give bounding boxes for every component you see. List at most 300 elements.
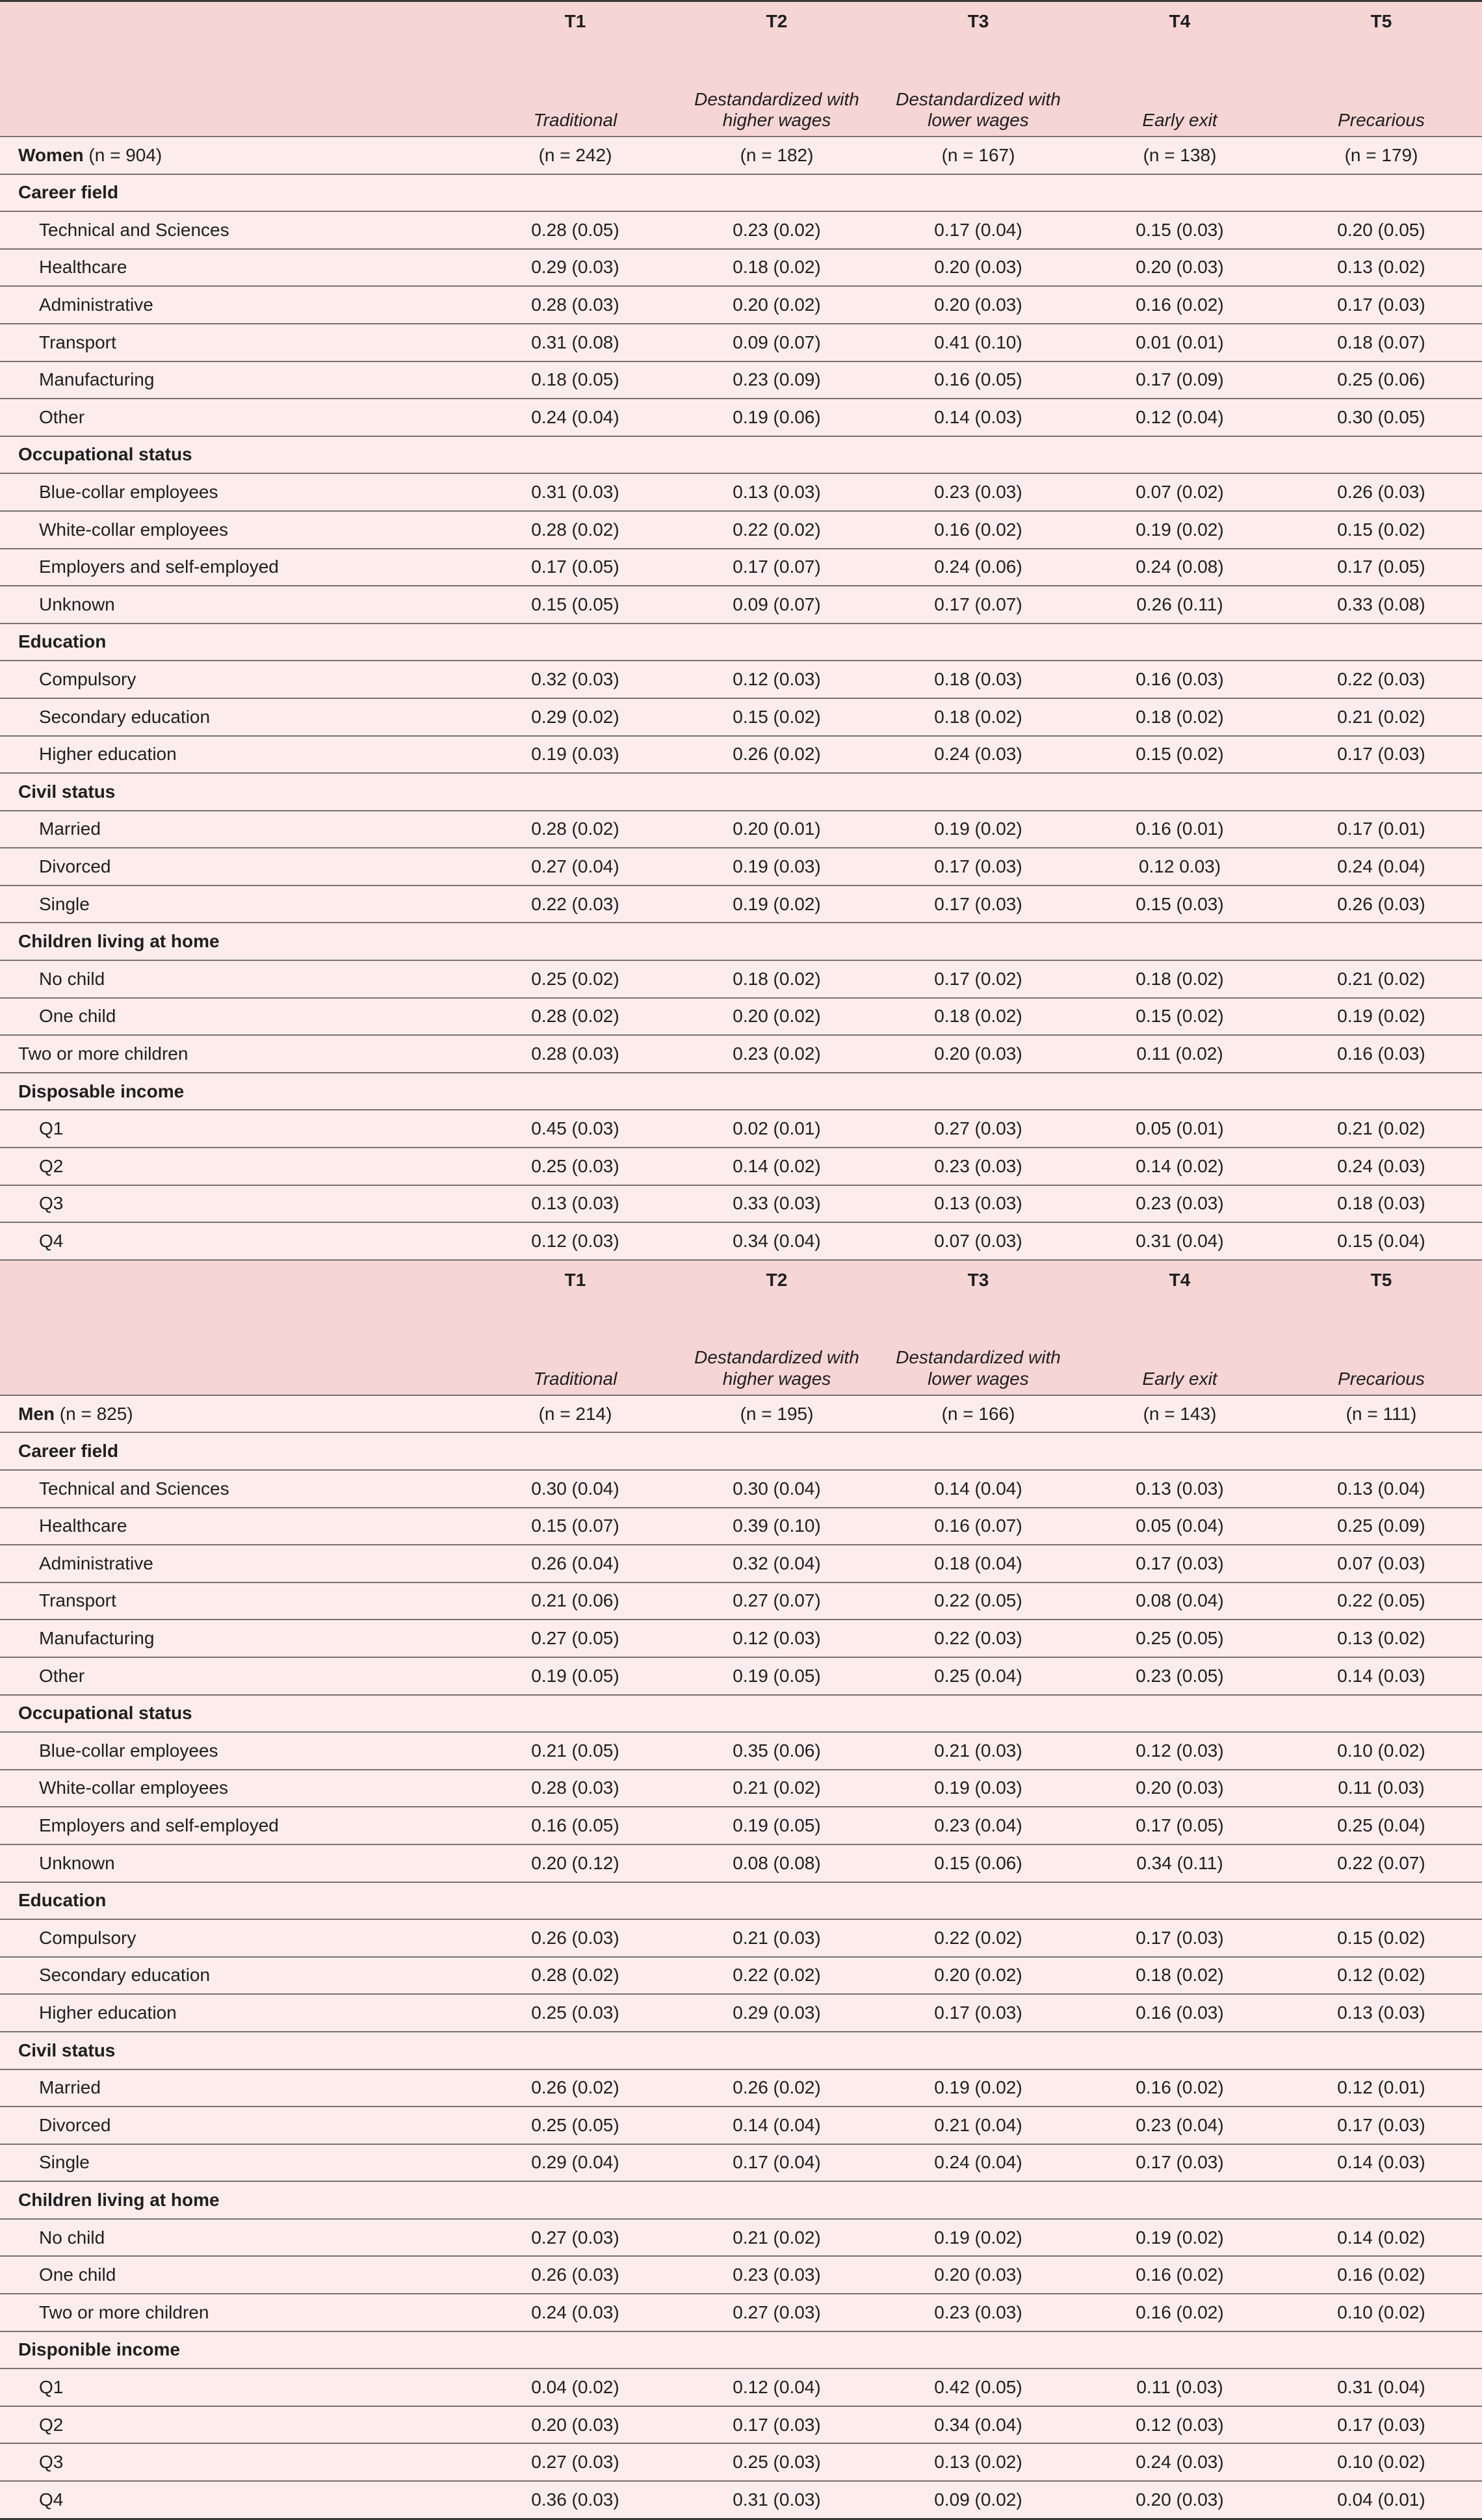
type-name-header: Destandardized with lower wages [878, 62, 1079, 137]
row-label: Healthcare [0, 249, 474, 287]
table-row [0, 1807, 1482, 1844]
value-cell: 0.20 (0.12) [474, 1844, 676, 1882]
row-label: Q3 [0, 2443, 474, 2481]
value-cell: 0.19 (0.02) [878, 2219, 1079, 2257]
type-n-cell: (n = 143) [1079, 1395, 1280, 1433]
value-cell: 0.16 (0.03) [1079, 1994, 1280, 2032]
table-row [0, 1470, 1482, 1508]
value-cell: 0.23 (0.02) [676, 211, 878, 249]
value-cell: 0.08 (0.08) [676, 1844, 878, 1882]
value-cell: 0.20 (0.01) [676, 811, 878, 848]
value-cell: 0.20 (0.03) [878, 249, 1079, 287]
value-cell: 0.16 (0.05) [878, 361, 1079, 399]
value-cell: 0.17 (0.03) [878, 886, 1079, 923]
value-cell: 0.34 (0.04) [676, 1222, 878, 1260]
value-cell: 0.19 (0.02) [1280, 998, 1482, 1036]
value-cell: 0.17 (0.03) [878, 848, 1079, 886]
section-title: Children living at home [0, 923, 1482, 960]
row-label: Married [0, 811, 474, 848]
row-label: Single [0, 886, 474, 923]
value-cell: 0.20 (0.02) [676, 998, 878, 1036]
value-cell: 0.35 (0.06) [676, 1732, 878, 1770]
value-cell: 0.33 (0.03) [676, 1185, 878, 1223]
value-cell: 0.32 (0.04) [676, 1545, 878, 1582]
table-row [0, 2069, 1482, 2107]
row-label: Unknown [0, 586, 474, 623]
value-cell: 0.18 (0.02) [878, 698, 1079, 736]
row-label: Compulsory [0, 661, 474, 698]
header-blank-cell [0, 62, 474, 137]
group-label: Men [18, 1403, 55, 1424]
value-cell: 0.29 (0.03) [676, 1994, 878, 2032]
value-cell: 0.33 (0.08) [1280, 586, 1482, 623]
table-row [0, 2256, 1482, 2294]
value-cell: 0.23 (0.03) [878, 473, 1079, 511]
value-cell: 0.22 (0.03) [878, 1620, 1079, 1657]
value-cell: 0.27 (0.03) [676, 2294, 878, 2331]
value-cell: 0.29 (0.03) [474, 249, 676, 287]
value-cell: 0.17 (0.01) [1280, 811, 1482, 848]
value-cell: 0.18 (0.02) [1079, 698, 1280, 736]
section-title: Occupational status [0, 1695, 1482, 1733]
value-cell: 0.13 (0.02) [878, 2443, 1079, 2481]
value-cell: 0.16 (0.05) [474, 1807, 676, 1844]
value-cell: 0.15 (0.05) [474, 586, 676, 623]
value-cell: 0.42 (0.05) [878, 2369, 1079, 2406]
row-label: Secondary education [0, 1957, 474, 1995]
value-cell: 0.21 (0.02) [676, 1770, 878, 1807]
type-name-header: Precarious [1280, 62, 1482, 137]
value-cell: 0.26 (0.02) [474, 2069, 676, 2107]
value-cell: 0.28 (0.02) [474, 1957, 676, 1995]
value-cell: 0.16 (0.02) [878, 511, 1079, 549]
table-row [0, 361, 1482, 399]
row-label: Technical and Sciences [0, 211, 474, 249]
value-cell: 0.18 (0.05) [474, 361, 676, 399]
value-cell: 0.17 (0.04) [676, 2144, 878, 2182]
type-name-header: Destandardized with lower wages [878, 1320, 1079, 1395]
value-cell: 0.14 (0.03) [878, 399, 1079, 436]
value-cell: 0.16 (0.07) [878, 1508, 1079, 1545]
table-row [0, 1035, 1482, 1073]
section-header-row [0, 1073, 1482, 1110]
group-label: Women [18, 144, 84, 165]
value-cell: 0.20 (0.03) [1079, 2481, 1280, 2519]
table-row [0, 736, 1482, 774]
row-label: Other [0, 399, 474, 436]
value-cell: 0.05 (0.01) [1079, 1110, 1280, 1148]
value-cell: 0.29 (0.04) [474, 2144, 676, 2182]
row-label: Q4 [0, 2481, 474, 2519]
value-cell: 0.12 (0.02) [1280, 1957, 1482, 1995]
section-header-row [0, 2181, 1482, 2219]
type-code-header: T2 [676, 1, 878, 62]
value-cell: 0.20 (0.03) [878, 1035, 1079, 1073]
value-cell: 0.19 (0.03) [474, 736, 676, 774]
table-row [0, 1957, 1482, 1995]
value-cell: 0.02 (0.01) [676, 1110, 878, 1148]
type-n-cell: (n = 166) [878, 1395, 1079, 1433]
value-cell: 0.24 (0.08) [1079, 549, 1280, 586]
table-row [0, 511, 1482, 549]
value-cell: 0.15 (0.06) [878, 1844, 1079, 1882]
value-cell: 0.27 (0.03) [878, 1110, 1079, 1148]
table-row [0, 2406, 1482, 2444]
value-cell: 0.25 (0.03) [474, 1994, 676, 2032]
value-cell: 0.20 (0.05) [1280, 211, 1482, 249]
value-cell: 0.26 (0.03) [1280, 886, 1482, 923]
value-cell: 0.25 (0.06) [1280, 361, 1482, 399]
value-cell: 0.07 (0.03) [1280, 1545, 1482, 1582]
table-row [0, 211, 1482, 249]
value-cell: 0.13 (0.03) [474, 1185, 676, 1223]
row-label: Manufacturing [0, 361, 474, 399]
value-cell: 0.18 (0.07) [1280, 324, 1482, 361]
value-cell: 0.24 (0.03) [878, 736, 1079, 774]
row-label: Manufacturing [0, 1620, 474, 1657]
value-cell: 0.26 (0.04) [474, 1545, 676, 1582]
value-cell: 0.14 (0.02) [1280, 2219, 1482, 2257]
value-cell: 0.23 (0.05) [1079, 1657, 1280, 1695]
value-cell: 0.10 (0.02) [1280, 2443, 1482, 2481]
value-cell: 0.25 (0.03) [676, 2443, 878, 2481]
row-label: White-collar employees [0, 1770, 474, 1807]
value-cell: 0.18 (0.03) [1280, 1185, 1482, 1223]
table-row [0, 2294, 1482, 2331]
value-cell: 0.23 (0.03) [676, 2256, 878, 2294]
value-cell: 0.17 (0.03) [1280, 736, 1482, 774]
row-label: Other [0, 1657, 474, 1695]
value-cell: 0.45 (0.03) [474, 1110, 676, 1148]
type-name-header: Early exit [1079, 62, 1280, 137]
type-code-header: T1 [474, 1, 676, 62]
table-row [0, 324, 1482, 361]
type-code-header: T3 [878, 1, 1079, 62]
table-row [0, 848, 1482, 886]
table-row [0, 1844, 1482, 1882]
value-cell: 0.17 (0.03) [676, 2406, 878, 2444]
value-cell: 0.15 (0.02) [1280, 511, 1482, 549]
men-group-row [0, 1395, 1482, 1433]
women-group-row [0, 137, 1482, 174]
value-cell: 0.14 (0.02) [1079, 1148, 1280, 1185]
value-cell: 0.28 (0.03) [474, 1035, 676, 1073]
value-cell: 0.12 (0.03) [474, 1222, 676, 1260]
type-n-cell: (n = 179) [1280, 137, 1482, 174]
value-cell: 0.01 (0.01) [1079, 324, 1280, 361]
value-cell: 0.21 (0.02) [676, 2219, 878, 2257]
section-title: Civil status [0, 773, 1482, 811]
value-cell: 0.12 (0.03) [676, 1620, 878, 1657]
table-row [0, 960, 1482, 998]
table-row [0, 1222, 1482, 1260]
value-cell: 0.27 (0.03) [474, 2443, 676, 2481]
value-cell: 0.12 (0.03) [1079, 1732, 1280, 1770]
type-name-header-row [0, 62, 1482, 137]
value-cell: 0.23 (0.09) [676, 361, 878, 399]
row-label: Blue-collar employees [0, 473, 474, 511]
value-cell: 0.16 (0.02) [1280, 2256, 1482, 2294]
value-cell: 0.34 (0.04) [878, 2406, 1079, 2444]
value-cell: 0.13 (0.03) [878, 1185, 1079, 1223]
value-cell: 0.24 (0.06) [878, 549, 1079, 586]
value-cell: 0.25 (0.05) [1079, 1620, 1280, 1657]
value-cell: 0.23 (0.03) [878, 2294, 1079, 2331]
table-row [0, 2369, 1482, 2406]
value-cell: 0.21 (0.02) [1280, 960, 1482, 998]
value-cell: 0.23 (0.02) [676, 1035, 878, 1073]
type-name-header: Early exit [1079, 1320, 1280, 1395]
value-cell: 0.21 (0.05) [474, 1732, 676, 1770]
row-label: Blue-collar employees [0, 1732, 474, 1770]
value-cell: 0.19 (0.05) [676, 1657, 878, 1695]
value-cell: 0.15 (0.03) [1079, 211, 1280, 249]
value-cell: 0.22 (0.02) [878, 1919, 1079, 1957]
value-cell: 0.19 (0.02) [1079, 2219, 1280, 2257]
value-cell: 0.25 (0.04) [1280, 1807, 1482, 1844]
value-cell: 0.27 (0.07) [676, 1582, 878, 1620]
value-cell: 0.26 (0.02) [676, 736, 878, 774]
header-blank-cell [0, 1320, 474, 1395]
value-cell: 0.20 (0.02) [676, 286, 878, 324]
row-label: Q1 [0, 2369, 474, 2406]
value-cell: 0.22 (0.03) [474, 886, 676, 923]
value-cell: 0.20 (0.03) [878, 286, 1079, 324]
value-cell: 0.23 (0.04) [878, 1807, 1079, 1844]
value-cell: 0.36 (0.03) [474, 2481, 676, 2519]
value-cell: 0.12 0.03) [1079, 848, 1280, 886]
value-cell: 0.16 (0.02) [1079, 286, 1280, 324]
value-cell: 0.15 (0.04) [1280, 1222, 1482, 1260]
value-cell: 0.27 (0.05) [474, 1620, 676, 1657]
value-cell: 0.31 (0.04) [1079, 1222, 1280, 1260]
table-row [0, 2443, 1482, 2481]
row-label: Employers and self-employed [0, 549, 474, 586]
row-label: White-collar employees [0, 511, 474, 549]
value-cell: 0.21 (0.02) [1280, 698, 1482, 736]
value-cell: 0.22 (0.02) [676, 1957, 878, 1995]
value-cell: 0.11 (0.03) [1079, 2369, 1280, 2406]
value-cell: 0.22 (0.02) [676, 511, 878, 549]
value-cell: 0.15 (0.02) [1079, 998, 1280, 1036]
row-label: Healthcare [0, 1508, 474, 1545]
value-cell: 0.17 (0.02) [878, 960, 1079, 998]
table-row [0, 886, 1482, 923]
value-cell: 0.25 (0.09) [1280, 1508, 1482, 1545]
value-cell: 0.27 (0.03) [474, 2219, 676, 2257]
value-cell: 0.13 (0.03) [676, 473, 878, 511]
section-header-row [0, 1695, 1482, 1733]
value-cell: 0.17 (0.03) [1280, 2406, 1482, 2444]
value-cell: 0.08 (0.04) [1079, 1582, 1280, 1620]
value-cell: 0.19 (0.05) [676, 1807, 878, 1844]
table-row [0, 249, 1482, 287]
value-cell: 0.28 (0.03) [474, 286, 676, 324]
value-cell: 0.12 (0.01) [1280, 2069, 1482, 2107]
value-cell: 0.18 (0.04) [878, 1545, 1079, 1582]
value-cell: 0.11 (0.02) [1079, 1035, 1280, 1073]
table-row [0, 1110, 1482, 1148]
row-label: Q2 [0, 1148, 474, 1185]
table-row [0, 1732, 1482, 1770]
row-label: Two or more children [0, 1035, 474, 1073]
value-cell: 0.26 (0.03) [474, 2256, 676, 2294]
value-cell: 0.17 (0.07) [676, 549, 878, 586]
value-cell: 0.15 (0.02) [1079, 736, 1280, 774]
value-cell: 0.21 (0.02) [1280, 1110, 1482, 1148]
group-n-label: (n = 904) [88, 144, 162, 165]
section-header-row [0, 436, 1482, 474]
value-cell: 0.14 (0.04) [676, 2107, 878, 2144]
value-cell: 0.20 (0.03) [474, 2406, 676, 2444]
value-cell: 0.22 (0.07) [1280, 1844, 1482, 1882]
value-cell: 0.07 (0.02) [1079, 473, 1280, 511]
value-cell: 0.17 (0.03) [1079, 1545, 1280, 1582]
value-cell: 0.25 (0.02) [474, 960, 676, 998]
table-row [0, 998, 1482, 1036]
value-cell: 0.22 (0.05) [878, 1582, 1079, 1620]
table-row [0, 1185, 1482, 1223]
section-header-row [0, 174, 1482, 212]
section-title: Civil status [0, 2032, 1482, 2069]
table-row [0, 1508, 1482, 1545]
type-n-cell: (n = 195) [676, 1395, 878, 1433]
value-cell: 0.10 (0.02) [1280, 2294, 1482, 2331]
value-cell: 0.34 (0.11) [1079, 1844, 1280, 1882]
value-cell: 0.31 (0.08) [474, 324, 676, 361]
section-title: Disposable income [0, 1073, 1482, 1110]
header-blank-cell [0, 1260, 474, 1320]
value-cell: 0.19 (0.03) [676, 848, 878, 886]
value-cell: 0.04 (0.02) [474, 2369, 676, 2406]
row-label: Administrative [0, 286, 474, 324]
type-n-cell: (n = 138) [1079, 137, 1280, 174]
table-row [0, 661, 1482, 698]
value-cell: 0.11 (0.03) [1280, 1770, 1482, 1807]
row-label: Q2 [0, 2406, 474, 2444]
table-row [0, 1657, 1482, 1695]
value-cell: 0.17 (0.03) [1280, 2107, 1482, 2144]
value-cell: 0.20 (0.03) [1079, 1770, 1280, 1807]
value-cell: 0.26 (0.03) [1280, 473, 1482, 511]
section-title: Career field [0, 174, 1482, 212]
row-label: No child [0, 960, 474, 998]
table-row [0, 811, 1482, 848]
table-row [0, 586, 1482, 623]
value-cell: 0.17 (0.05) [474, 549, 676, 586]
value-cell: 0.10 (0.02) [1280, 1732, 1482, 1770]
value-cell: 0.15 (0.02) [1280, 1919, 1482, 1957]
type-n-cell: (n = 242) [474, 137, 676, 174]
table-row [0, 1770, 1482, 1807]
row-label: Administrative [0, 1545, 474, 1582]
value-cell: 0.19 (0.05) [474, 1657, 676, 1695]
value-cell: 0.31 (0.03) [474, 473, 676, 511]
table-row [0, 2219, 1482, 2257]
row-label: Transport [0, 324, 474, 361]
value-cell: 0.13 (0.03) [1280, 1994, 1482, 2032]
value-cell: 0.28 (0.03) [474, 1770, 676, 1807]
section-header-row [0, 923, 1482, 960]
type-name-header: Destandardized with higher wages [676, 1320, 878, 1395]
row-label: One child [0, 998, 474, 1036]
value-cell: 0.17 (0.03) [878, 1994, 1079, 2032]
row-label: Compulsory [0, 1919, 474, 1957]
value-cell: 0.13 (0.04) [1280, 1470, 1482, 1508]
value-cell: 0.18 (0.02) [878, 998, 1079, 1036]
table-row [0, 2144, 1482, 2182]
value-cell: 0.39 (0.10) [676, 1508, 878, 1545]
value-cell: 0.16 (0.02) [1079, 2069, 1280, 2107]
value-cell: 0.22 (0.05) [1280, 1582, 1482, 1620]
value-cell: 0.41 (0.10) [878, 324, 1079, 361]
type-name-header: Precarious [1280, 1320, 1482, 1395]
value-cell: 0.24 (0.03) [1079, 2443, 1280, 2481]
value-cell: 0.17 (0.03) [1079, 2144, 1280, 2182]
type-n-cell: (n = 214) [474, 1395, 676, 1433]
value-cell: 0.14 (0.04) [878, 1470, 1079, 1508]
type-code-header-row [0, 1260, 1482, 1320]
row-label: Unknown [0, 1844, 474, 1882]
value-cell: 0.18 (0.02) [1079, 1957, 1280, 1995]
value-cell: 0.12 (0.03) [676, 661, 878, 698]
value-cell: 0.09 (0.07) [676, 586, 878, 623]
header-blank-cell [0, 1, 474, 62]
row-label: Technical and Sciences [0, 1470, 474, 1508]
value-cell: 0.23 (0.04) [1079, 2107, 1280, 2144]
section-title: Education [0, 1882, 1482, 1920]
value-cell: 0.31 (0.03) [676, 2481, 878, 2519]
value-cell: 0.15 (0.02) [676, 698, 878, 736]
section-title: Disponible income [0, 2331, 1482, 2369]
row-label: Q4 [0, 1222, 474, 1260]
row-label: Q1 [0, 1110, 474, 1148]
row-label: Divorced [0, 2107, 474, 2144]
table-row [0, 698, 1482, 736]
value-cell: 0.16 (0.02) [1079, 2256, 1280, 2294]
value-cell: 0.21 (0.04) [878, 2107, 1079, 2144]
row-label: Divorced [0, 848, 474, 886]
value-cell: 0.31 (0.04) [1280, 2369, 1482, 2406]
value-cell: 0.21 (0.06) [474, 1582, 676, 1620]
row-label: Higher education [0, 1994, 474, 2032]
value-cell: 0.24 (0.04) [1280, 848, 1482, 886]
type-code-header: T2 [676, 1260, 878, 1320]
value-cell: 0.21 (0.03) [676, 1919, 878, 1957]
value-cell: 0.16 (0.03) [1280, 1035, 1482, 1073]
value-cell: 0.28 (0.02) [474, 511, 676, 549]
table-row [0, 1545, 1482, 1582]
value-cell: 0.23 (0.03) [1079, 1185, 1280, 1223]
section-header-row [0, 623, 1482, 661]
value-cell: 0.09 (0.02) [878, 2481, 1079, 2519]
value-cell: 0.27 (0.04) [474, 848, 676, 886]
type-n-cell: (n = 167) [878, 137, 1079, 174]
section-title: Occupational status [0, 436, 1482, 474]
value-cell: 0.28 (0.02) [474, 998, 676, 1036]
row-label: Married [0, 2069, 474, 2107]
value-cell: 0.13 (0.03) [1079, 1470, 1280, 1508]
value-cell: 0.17 (0.04) [878, 211, 1079, 249]
type-name-header: Destandardized with higher wages [676, 62, 878, 137]
row-label: Single [0, 2144, 474, 2182]
type-name-header-row [0, 1320, 1482, 1395]
value-cell: 0.12 (0.04) [1079, 399, 1280, 436]
value-cell: 0.22 (0.03) [1280, 661, 1482, 698]
value-cell: 0.25 (0.04) [878, 1657, 1079, 1695]
value-cell: 0.28 (0.02) [474, 811, 676, 848]
value-cell: 0.13 (0.02) [1280, 1620, 1482, 1657]
